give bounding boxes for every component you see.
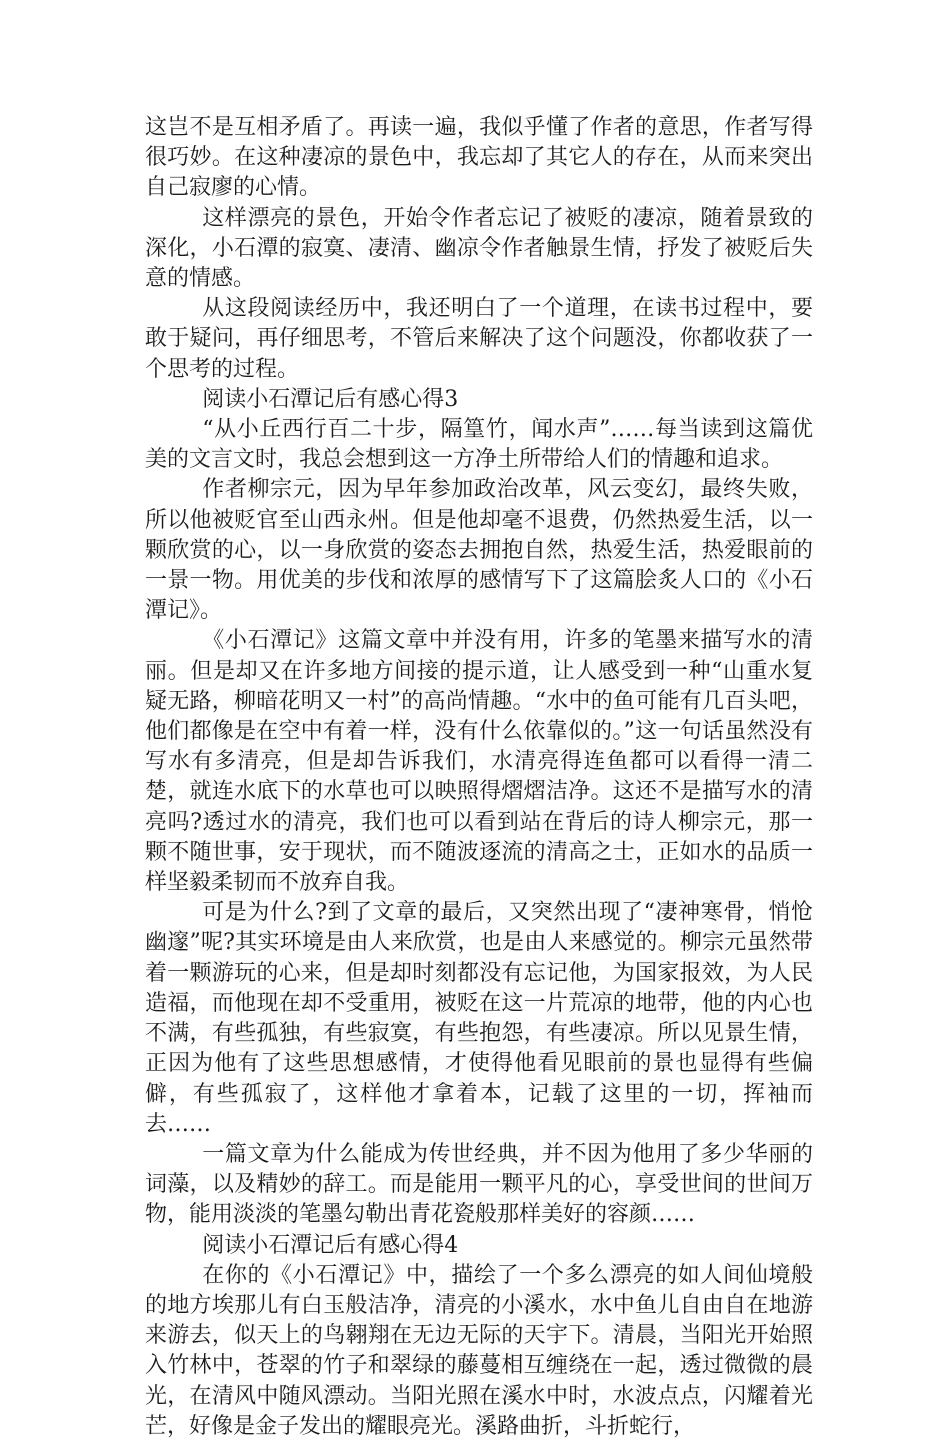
paragraph: 这样漂亮的景色，开始令作者忘记了被贬的凄凉，随着景致的深化，小石潭的寂寞、凄清、幽凉令作者触景生情，抒发了被贬后失意的情感。 [145,205,813,292]
paragraph: 可是为什么?到了文章的最后，又突然出现了“凄神寒骨，悄怆幽邃”呢?其实环境是由人来欣赏，也是由人来感觉的。柳宗元虽然带着一颗游玩的心来，但是却时刻都没有忘记他，为国家报效，为人民造福，而他现在却不受重用，被贬在这一片荒凉的地带，他的内心也不满，有些孤独，有些寂寞，有些抱怨，有些凄凉。所以见景生情，正因为他有了这些思想感情，才使得他看见眼前的景也显得有些偏僻，有些孤寂了，这样他才拿着本，记载了这里的一切，挥袖而去…… [145,900,813,1137]
section-heading: 阅读小石潭记后有感心得3 [202,386,459,412]
paragraph: “从小丘西行百二十步，隔篁竹，闻水声”……每当读到这篇优美的文言文时，我总会想到这一方净土所带给人们的情趣和追求。 [145,417,813,473]
document-page [145,113,813,1442]
paragraph: 作者柳宗元，因为早年参加政治改革，风云变幻，最终失败，所以他被贬官至山西永州。但是他却毫不退费，仍然热爱生活，以一颗欣赏的心，以一身欣赏的姿态去拥抱自然，热爱生活，热爱眼前的一景一物。用优美的步伐和浓厚的感情写下了这篇脍炙人口的《小石潭记》。 [145,477,813,624]
paragraph: 《小石潭记》这篇文章中并没有用，许多的笔墨来描写水的清丽。但是却又在许多地方间接的提示道，让人感受到一种“山重水复疑无路，柳暗花明又一村”的高尚情趣。“水中的鱼可能有几百头吧，他们都像是在空中有着一样，没有什么依靠似的。”这一句话虽然没有写水有多清亮，但是却告诉我们，水清亮得连鱼都可以看得一清二楚，就连水底下的水草也可以映照得熠熠洁净。这还不是描写水的清亮吗?透过水的清亮，我们也可以看到站在背后的诗人柳宗元，那一颗不随世事，安于现状，而不随波逐流的清高之士，正如水的品质一样坚毅柔韧而不放弃自我。 [145,628,813,896]
paragraph: 从这段阅读经历中，我还明白了一个道理，在读书过程中，要敢于疑问，再仔细思考，不管后来解决了这个问题没，你都收获了一个思考的过程。 [145,296,813,382]
paragraph: 一篇文章为什么能成为传世经典，并不因为他用了多少华丽的词藻，以及精妙的辞工。而是能用一颗平凡的心，享受世间的世间万物，能用淡淡的笔墨勾勒出青花瓷般那样美好的容颜…… [145,1141,813,1228]
paragraph: 在你的《小石潭记》中，描绘了一个多么漂亮的如人间仙境般的地方埃那儿有白玉般洁净，清亮的小溪水，水中鱼儿自由自在地游来游去，似天上的鸟翱翔在无边无际的天宇下。清晨，当阳光开始照入竹林中，苍翠的竹子和翠绿的藤蔓相互缠绕在一起，透过微微的晨光，在清风中随风漂动。当阳光照在溪水中时，水波点点，闪耀着光芒，好像是金子发出的耀眼亮光。溪路曲折，斗折蛇行， [145,1262,813,1439]
paragraph: 这岂不是互相矛盾了。再读一遍，我似乎懂了作者的意思，作者写得很巧妙。在这种凄凉的景色中，我忘却了其它人的存在，从而来突出自己寂廖的心情。 [145,115,813,201]
section-heading: 阅读小石潭记后有感心得4 [202,1232,459,1258]
